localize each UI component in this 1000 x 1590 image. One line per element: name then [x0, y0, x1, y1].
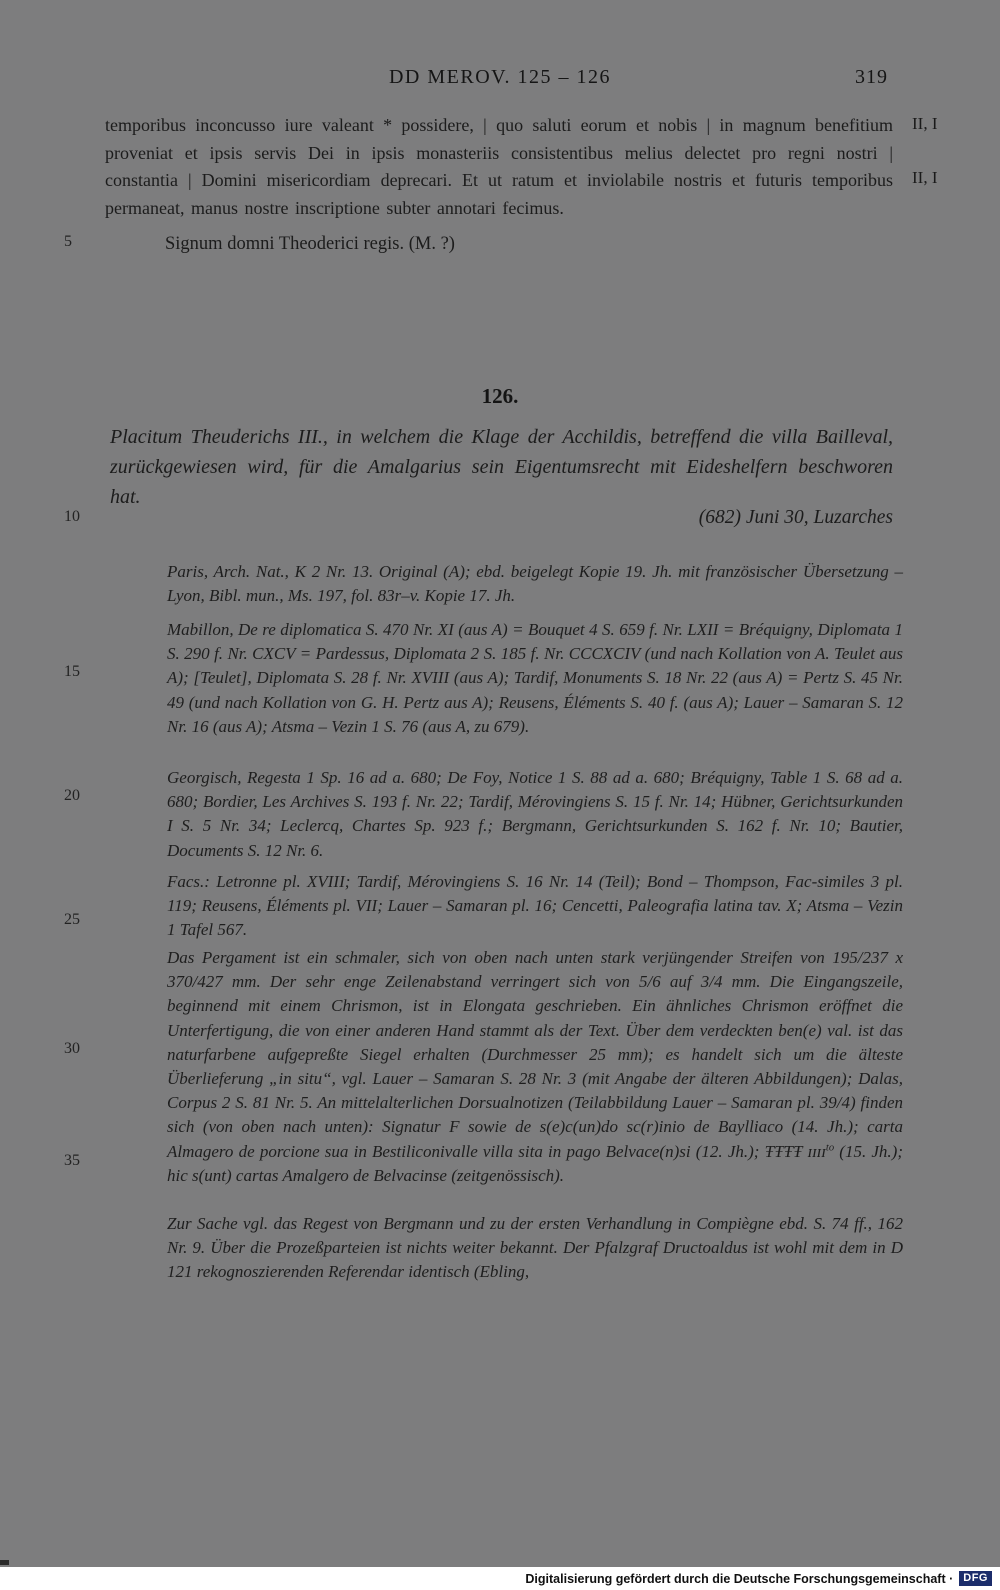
facsimile-paragraph: Facs.: Letronne pl. XVIII; Tardif, Mérovingiens S. 16 Nr. 14 (Teil); Bond – Thompson, Fac-similes 3 pl. 119; Reusens, Éléments pl. VII; Lauer – Samaran pl. 16; Cencetti, Paleografia latina tav. X; Atsma – Vezin 1 Tafel 567.: [167, 872, 903, 940]
description-text-1: Das Pergament ist ein schmaler, sich von oben nach unten stark verjüngender Streifen von 195/237 x 370/427 mm. Der sehr enge Zeilenabstand verringert sich von 5/6 auf 3/4 mm. Die Eingangszeile, beginnend mit einem Chrismon, ist in Elongata geschrieben. Ein ähnliches Chrismon eröffnet die Unterfertigung, die von einer anderen Hand stammt als der Text. Über dem verdeckten ben(e) val. ist das naturfarbene aufgepreßte Siegel erhalten (Durchmesser 25 mm); es handelt sich um die älteste Überlieferung „in situ“, vgl. Lauer – Samaran S. 28 Nr. 3 (mit Angabe der älteren Abbildungen); Dalas, Corpus 2 S. 81 Nr. 5. An mittelalterlichen Dorsualnotizen (Teilabbildung Lauer – Samaran pl. 39/4) finden sich (von oben nach unten): Signatur F sowie de s(e)c(un)do sc(r)inio de Baylliaco (14. Jh.); carta Almagero de porcione sua in Bestiliconivalle villa sita in pago Belvace(n)si (12. Jh.); ŦŦŦŦ ɪɪɪɪ: [167, 948, 903, 1161]
signum-line: Signum domni Theoderici regis. (M. ?): [165, 234, 455, 254]
running-header: DD MEROV. 125 – 126: [388, 66, 612, 88]
description-superscript: to: [825, 1141, 835, 1153]
scan-artifact: [0, 1560, 9, 1565]
line-number-15: 15: [64, 663, 80, 680]
tradition-paragraph: Paris, Arch. Nat., K 2 Nr. 13. Original (A); ebd. beigelegt Kopie 19. Jh. mit französischer Übersetzung – Lyon, Bibl. mun., Ms. 197, fol. 83r–v. Kopie 17. Jh.: [167, 562, 903, 606]
commentary-paragraph: Zur Sache vgl. das Regest von Bergmann und zu der ersten Verhandlung in Compiègne ebd. S. 74 ff., 162 Nr. 9. Über die Prozeßparteien ist nichts weiter bekannt. Der Pfalzgraf Dructoaldus ist wohl mit dem in D 121 rekognoszierenden Referendar identisch (Ebling,: [167, 1214, 903, 1282]
dfg-logo: DFG: [959, 1571, 992, 1586]
description-text-2: (15. Jh.); hic s(unt) cartas Amalgero de Belvacinse (zeitgenössisch).: [167, 1141, 903, 1185]
footer-credit-text: Digitalisierung gefördert durch die Deutsche Forschungsgemeinschaft ·: [525, 1571, 954, 1586]
line-number-5: 5: [64, 233, 72, 250]
description-paragraph: [167, 946, 903, 1188]
regesta-paragraph: Georgisch, Regesta 1 Sp. 16 ad a. 680; De Foy, Notice 1 S. 88 ad a. 680; Bréquigny, Table 1 S. 68 ad a. 680; Bordier, Les Archives S. 193 f. Nr. 22; Tardif, Mérovingiens S. 15 f. Nr. 14; Hübner, Gerichtsurkunden I S. 5 Nr. 34; Leclercq, Chartes Sp. 923 f.; Bergmann, Gerichtsurkunden S. 162 f. Nr. 10; Bautier, Documents S. 12 Nr. 6.: [167, 768, 903, 860]
line-number-10: 10: [64, 508, 80, 525]
digitization-footer: [0, 1567, 1000, 1590]
charter-126-regest: Placitum Theuderichs III., in welchem die Klage der Acchildis, betreffend die villa Bailleval, zurückgewiesen wird, für die Amalgarius sein Eigentumsrecht mit Eideshelfern beschworen hat.: [110, 426, 893, 508]
margin-note-1: II, I: [912, 114, 938, 133]
margin-note-2: II, I: [912, 168, 938, 187]
charter-126-dateline: (682) Juni 30, Luzarches: [698, 507, 893, 528]
line-number-30: 30: [64, 1040, 80, 1057]
line-number-35: 35: [64, 1152, 80, 1169]
page-number: 319: [855, 66, 888, 88]
editions-paragraph: Mabillon, De re diplomatica S. 470 Nr. XI (aus A) = Bouquet 4 S. 659 f. Nr. LXII = Bréquigny, Diplomata 1 S. 290 f. Nr. CXCV = Pardessus, Diplomata 2 S. 185 f. Nr. CCCXCIV (und nach Kollation von A. Teulet aus A); [Teulet], Diplomata S. 28 f. Nr. XVIII (aus A); Tardif, Monuments S. 18 Nr. 22 (aus A) = Pertz S. 45 Nr. 49 (und nach Kollation von G. H. Pertz aus A); Reusens, Éléments S. 40 f. (aus A); Lauer – Samaran S. 12 Nr. 16 (aus A); Atsma – Vezin 1 S. 76 (aus A, zu 679).: [167, 620, 903, 736]
line-number-20: 20: [64, 787, 80, 804]
charter-126-heading: 126.: [481, 384, 519, 408]
charter-125-text: temporibus inconcusso iure valeant * possidere, | quo saluti eorum et nobis | in magnum benefitium proveniat et ipsis servis Dei in ipsis monasteriis consistentibus melius delectet pro regni nostri | constantia | Domini misericordiam deprecari. Et ut ratum et inviolabile nostris et futuris temporibus permaneat, manus nostre inscriptione subter annotari fecimus.: [105, 115, 893, 218]
line-number-25: 25: [64, 911, 80, 928]
